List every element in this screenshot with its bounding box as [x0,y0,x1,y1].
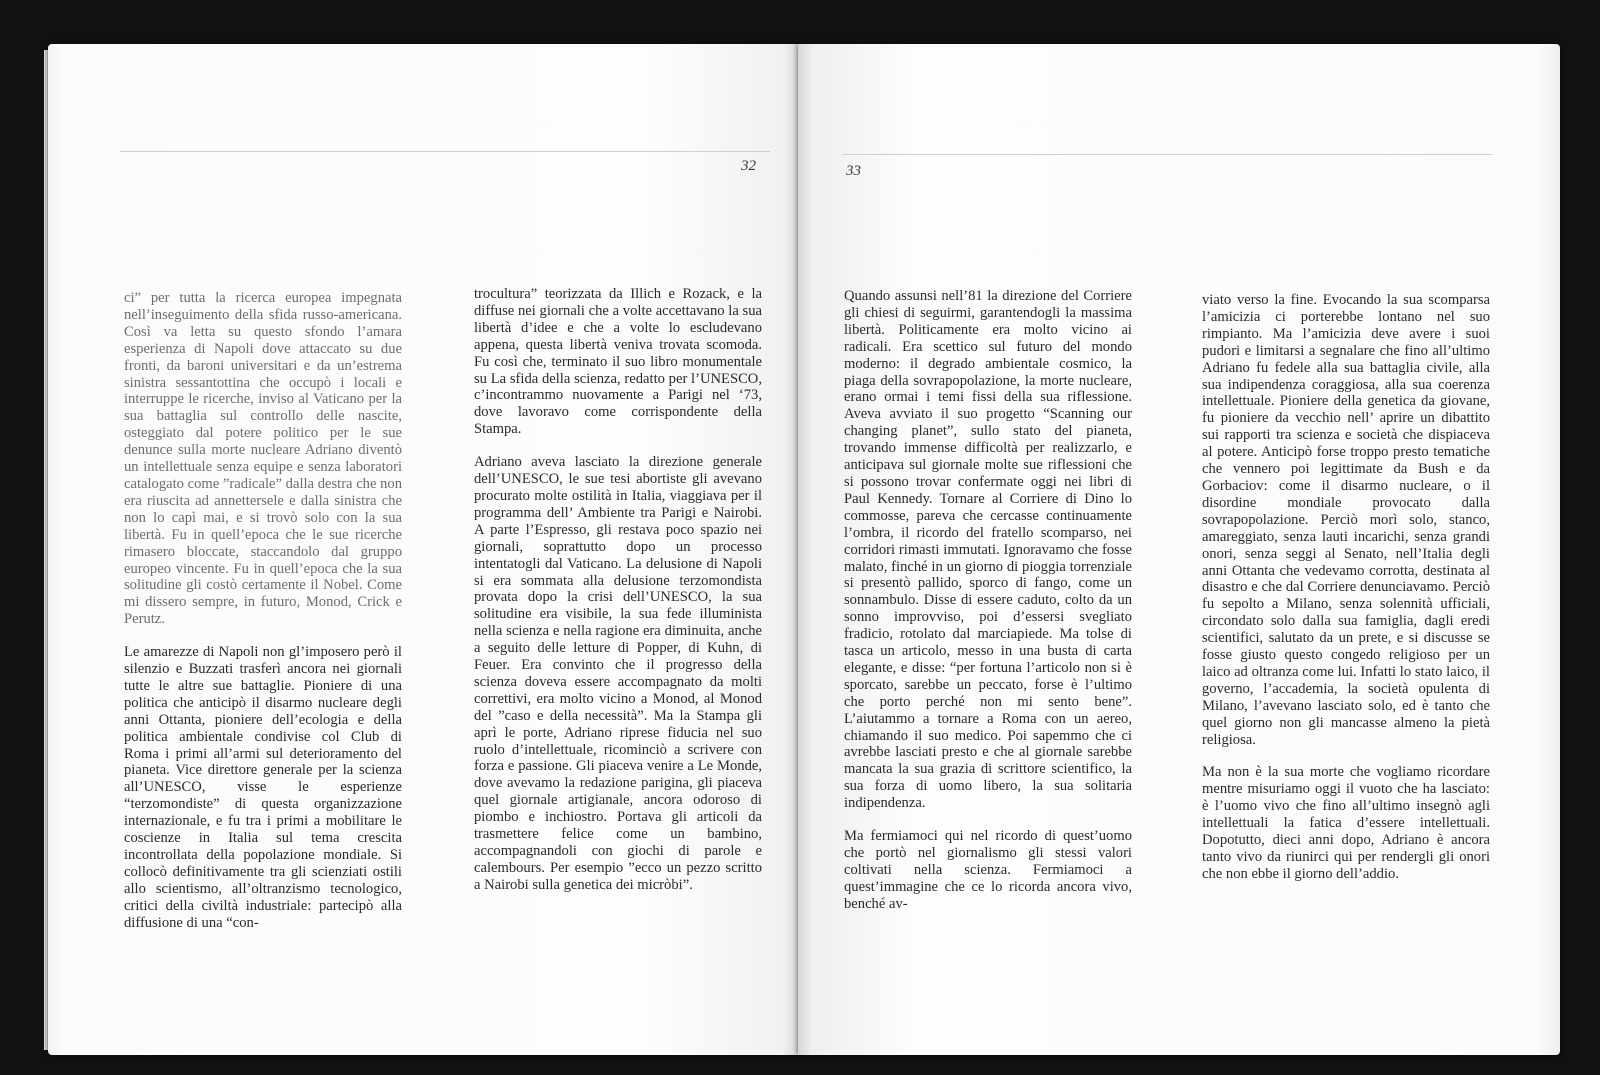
text-column-1 [124,290,402,948]
paragraph: Ma fermiamoci qui nel ricordo di quest’uomo che portò nel giornalismo gli stessi valori coltivati nella scienza. Fermiamoci a quest’immagine che ce lo ricorda ancora vivo, benché av- [844,828,1132,912]
header-rule [120,151,770,152]
paragraph: ci” per tutta la ricerca europea impegnata nell’inseguimento della sfida russo-americana. Così va letta su questo sfondo l’amara esperienza di Napoli dove attaccato su due fronti, da baroni universitari e da un’estrema sinistra sessantottina che occupò i locali e interruppe le ricerche, inviso al Vaticano per la sua battaglia sul controllo delle nascite, osteggiato dal potere politico per le sue denunce sulla morte nucleare Adriano diventò un intellettuale senza equipe e senza laboratori catalogato come ”radicale” dalla destra che non era riuscita ad annettersele e dalla sinistra che non lo capì mai, e si trovò solo con la sua libertà. Fu in quell’epoca che le sue ricerche rimasero bloccate, staccandolo dal gruppo europeo vincente. Fu in quell’epoca che la sua solitudine gli costò certamente il Nobel. Come mi dissero sempre, in futuro, Monod, Crick e Perutz. [124,290,402,628]
book-spread [48,44,1560,1055]
left-page [48,44,798,1055]
right-page [798,44,1560,1055]
paragraph: Quando assunsi nell’81 la direzione del Corriere gli chiesi di seguirmi, garantendogli la massima libertà. Politicamente era molto vicino ai radicali. Era scettico sul futuro del mondo moderno: il degrado ambientale cosmico, la piaga della sovrapopolazione, la morte nucleare, erano ormai i temi fissi della sua riflessione. Aveva avviato il suo progetto “Scanning our changing planet”, sullo stato del pianeta, trovando immense difficoltà per realizzarlo, e anticipava sul giornale molte sue riflessioni che si possono trovar confermate oggi nei libri di Paul Kennedy. Tornare al Corriere di Dino lo commosse, pareva che cercasse continuamente l’ombra, il ricordo del fratello scomparso, nei corridori rimasti immutati. Ignoravamo che fosse malato, finché in un giorno di pioggia torrenziale si presentò pallido, sporco di fango, come un sonnambulo. Disse di essere caduto, colto da un sonno improvviso, poi d’essersi svegliato fradicio, rotolato dal marciapiede. Ma tolse di tasca un articolo, messo in una busta di carta elegante, e disse: “per fortuna l’articolo non si è sporcato, sarebbe un peccato, forse è l’ultimo che porto perché non mi sento bene”. L’aiutammo a tornare a Roma con un aereo, chiamando il suo medico. Poi sapemmo che ci avrebbe lasciati presto e che al giornale sarebbe mancata la sua grazia di scrittore scientifico, la sua forza di uomo libero, la sua solitaria indipendenza. [844,288,1132,812]
paragraph: viato verso la fine. Evocando la sua scomparsa l’amicizia ci porterebbe lontano nel suo rimpianto. Ma l’amicizia deve avere i suoi pudori e limitarsi a segnalare che fino all’ultimo Adriano fu fedele alla sua battaglia civile, alla sua indipendenza coraggiosa, alla sua coerenza intellettuale. Pioniere della genetica da giovane, fu pioniere da vecchio nell’ aprire un dibattito sui rapporti tra scienza e società che dispiaceva al potere. Anticipò forse troppo presto tematiche che vennero poi legittimate da Bush e da Gorbaciov: come il disarmo nucleare, o il disordine mondiale provocato dalla sovrapopolazione. Perciò morì solo, stanco, amareggiato, senza lauti incarichi, senza grandi onori, senza seggi al Senato, nell’Italia degli anni Ottanta che vedevamo corrotta, destinata al disastro e che dal Corriere denunciavamo. Perciò fu sepolto a Milano, senza solennità ufficiali, circondato solo dalla sua famiglia, dagli eredi scientifici, salutato da un prete, e si discusse se fosse giusto questo congedo religioso per un laico ad oltranza come lui. Infatti lo stato laico, il governo, l’accademia, la società opulenta di Milano, l’avevano lasciato solo, ed è tanto che quel giorno non gli mancasse almeno la pietà religiosa. [1202,292,1490,748]
page-number: 32 [741,158,756,174]
text-column-2 [1202,292,1490,899]
paragraph: Ma non è la sua morte che vogliamo ricordare mentre misuriamo oggi il vuoto che ha lasciato: è l’uomo vivo che fino all’ultimo insegnò agli intellettuali la fatica d’essere intellettuali. Dopotutto, dieci anni dopo, Adriano è ancora tanto vivo da riunirci qui per rendergli gli onori che non ebbe il giorno dell’addio. [1202,764,1490,882]
page-number: 33 [846,163,861,179]
text-column-2 [474,286,762,910]
paragraph: trocultura” teorizzata da Illich e Rozack, e la diffuse nei giornali che a volte accettavano la sua libertà d’idee e che a volte lo escludevano appena, questa libertà veniva trovata scomoda. Fu così che, terminato il suo libro monumentale su La sfida della scienza, redatto per l’UNESCO, c’incontrammo nuovamente a Parigi nel ‘73, dove lavoravo come corrispondente della Stampa. [474,286,762,438]
paragraph: Adriano aveva lasciato la direzione generale dell’UNESCO, le sue tesi abortiste gli avevano procurato molte ostilità in Italia, viaggiava per il programma dell’ Ambiente tra Parigi e Nairobi. A parte l’Espresso, gli restava poco spazio nei giornali, soprattutto dopo un processo intentatogli dal Vaticano. La delusione di Napoli si era sommata alla delusione terzomondista provata dopo la crisi dell’UNESCO, la sua solitudine era visibile, la sua fede illuminista nella scienza e nella ragione era diminuita, anche a seguito delle letture di Popper, di Kuhn, di Feuer. Era convinto che il progresso della scienza doveva essere accompagnato da molti correttivi, era molto vicino a Monod, al Monod del ”caso e della necessità”. Ma la Stampa gli aprì le porte, Adriano riprese fiducia nel suo ruolo d’intellettuale, ricominciò a scrivere con forza e passione. Gli piaceva venire a Le Monde, dove avevamo la redazione parigina, gli piaceva quel giornale artigianale, ancora odoroso di piombo e inchiostro. Portava gli articoli da trasmettere felice come un bambino, accompagnandoli con giochi di parole e calembours. Per esempio ”ecco un pezzo scritto a Nairobi sulla genetica dei micròbi”. [474,454,762,893]
text-column-1 [844,288,1132,929]
paragraph: Le amarezze di Napoli non gl’imposero però il silenzio e Buzzati trasferì ancora nei giornali tutte le altre sue battaglie. Pioniere di una politica che anticipò il disarmo nucleare degli anni Ottanta, pioniere dell’ecologia e della politica ambientale condivise col Club di Roma i primi all’armi sul deterioramento del pianeta. Vice direttore generale per la scienza all’UNESCO, visse le esperienze “terzomondiste” di questa organizzazione internazionale, e fu tra i primi a mobilitare le coscienze in Italia sul tema crescita incontrollata della popolazione mondiale. Si collocò definitivamente tra gli scienziati ostili allo scientismo, all’oltranzismo tecnologico, critici della civiltà industriale: partecipò alla diffusione di una “con- [124,644,402,931]
header-rule [842,154,1492,155]
